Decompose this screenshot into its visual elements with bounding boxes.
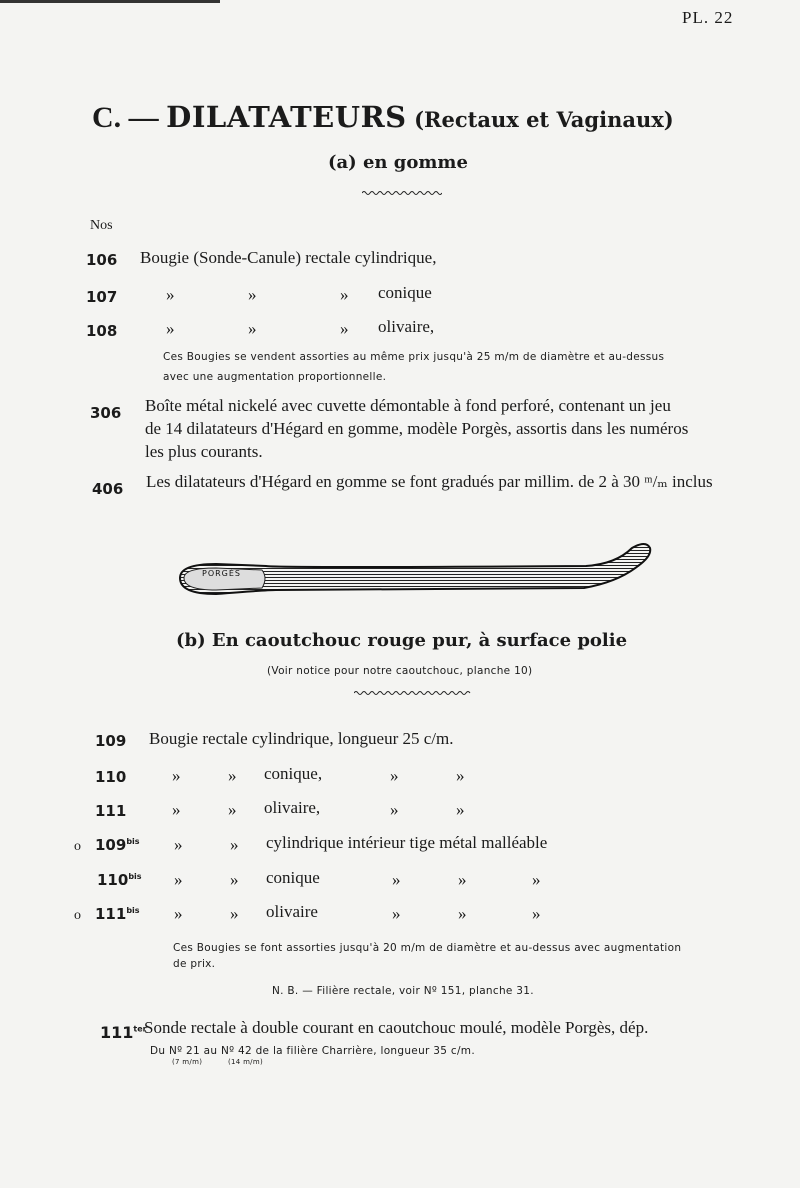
title-main: DILATATEURS bbox=[166, 100, 407, 134]
ditto-mark: » bbox=[230, 870, 239, 889]
numbers-label: Nos bbox=[90, 218, 113, 233]
item-text: Les dilatateurs d'Hégard en gomme se font gradués par millim. de 2 à 30 ᵐ/ₘ inclus bbox=[146, 472, 713, 491]
ditto-mark: » bbox=[166, 285, 175, 304]
page-title bbox=[92, 100, 674, 135]
dilator-illustration bbox=[176, 538, 652, 604]
section-b-subnote: (Voir notice pour notre caoutchouc, planche 10) bbox=[267, 665, 533, 677]
item-number: 406 bbox=[92, 480, 124, 498]
ditto-mark: » bbox=[174, 904, 183, 923]
item-text: olivaire bbox=[266, 902, 318, 921]
ditto-mark: » bbox=[174, 835, 183, 854]
item-text: Bougie (Sonde-Canule) rectale cylindrique, bbox=[140, 248, 437, 267]
item-text: olivaire, bbox=[264, 798, 321, 817]
note-line: Ces Bougies se vendent assorties au même prix jusqu'à 25 m/m de diamètre et au-dessus bbox=[163, 351, 665, 363]
item-text: cylindrique intérieur tige métal malléable bbox=[266, 833, 548, 852]
item-number: $110^{bis}$ bbox=[97, 871, 142, 889]
item-text: conique bbox=[378, 283, 432, 302]
item-number: $109^{bis}$ bbox=[95, 836, 140, 854]
availability-mark: o bbox=[74, 908, 81, 923]
ditto-mark: » bbox=[166, 319, 175, 338]
note-line: avec une augmentation proportionnelle. bbox=[163, 371, 387, 383]
note-line: Ces Bougies se font assorties jusqu'à 20 m/m de diamètre et au-dessus avec augmentation bbox=[173, 942, 682, 954]
ditto-mark: » bbox=[458, 904, 467, 923]
ditto-mark: » bbox=[390, 766, 399, 785]
nota-bene: N. B. — Filière rectale, voir Nº 151, planche 31. bbox=[272, 985, 534, 997]
availability-mark: o bbox=[74, 839, 81, 854]
item-text: Sonde rectale à double courant en caoutchouc moulé, modèle Porgès, dép. bbox=[144, 1018, 649, 1037]
item-number: 106 bbox=[86, 251, 118, 269]
item-subtext-size: (14 m/m) bbox=[228, 1058, 263, 1066]
item-text-line: les plus courants. bbox=[145, 442, 263, 461]
item-text: conique bbox=[266, 868, 320, 887]
item-text-line: Boîte métal nickelé avec cuvette démontable à fond perforé, contenant un jeu bbox=[145, 396, 671, 415]
ditto-mark: » bbox=[230, 835, 239, 854]
ditto-mark: » bbox=[456, 800, 465, 819]
item-text: Bougie rectale cylindrique, longueur 25 c/m. bbox=[149, 729, 454, 748]
ditto-mark: » bbox=[172, 800, 181, 819]
ditto-mark: » bbox=[172, 766, 181, 785]
ditto-mark: » bbox=[230, 904, 239, 923]
item-number: 107 bbox=[86, 288, 118, 306]
ditto-mark: » bbox=[340, 285, 349, 304]
top-rule bbox=[0, 0, 220, 3]
ditto-mark: » bbox=[248, 319, 257, 338]
item-number: $111^{ter}$ bbox=[100, 1023, 147, 1042]
item-number: $111^{bis}$ bbox=[95, 905, 140, 923]
item-number: 108 bbox=[86, 322, 118, 340]
title-prefix: C. — bbox=[92, 101, 159, 134]
ditto-mark: » bbox=[456, 766, 465, 785]
ditto-mark: » bbox=[390, 800, 399, 819]
item-number: 109 bbox=[95, 732, 127, 750]
ditto-mark: » bbox=[248, 285, 257, 304]
ditto-mark: » bbox=[392, 904, 401, 923]
item-text-line: de 14 dilatateurs d'Hégard en gomme, modèle Porgès, assortis dans les numéros bbox=[145, 419, 689, 438]
ditto-mark: » bbox=[532, 870, 541, 889]
item-number: 110 bbox=[95, 768, 127, 786]
section-a-heading: (a) en gomme bbox=[328, 152, 468, 173]
section-b-heading: (b) En caoutchouc rouge pur, à surface polie bbox=[176, 630, 628, 651]
illustration-label: PORGÈS bbox=[202, 569, 242, 578]
ditto-mark: » bbox=[174, 870, 183, 889]
item-number: 306 bbox=[90, 404, 122, 422]
wavy-divider bbox=[362, 190, 442, 196]
ditto-mark: » bbox=[228, 766, 237, 785]
ditto-mark: » bbox=[532, 904, 541, 923]
title-paren: (Rectaux et Vaginaux) bbox=[414, 107, 674, 132]
ditto-mark: » bbox=[458, 870, 467, 889]
wavy-divider bbox=[354, 690, 472, 696]
item-text: conique, bbox=[264, 764, 323, 783]
item-subtext-size: (7 m/m) bbox=[172, 1058, 203, 1066]
ditto-mark: » bbox=[340, 319, 349, 338]
item-number: 111 bbox=[95, 802, 127, 820]
note-line: de prix. bbox=[173, 958, 216, 970]
plate-number: PL. 22 bbox=[682, 8, 734, 27]
item-subtext: Du Nº 21 au Nº 42 de la filière Charrière, longueur 35 c/m. bbox=[150, 1045, 475, 1057]
ditto-mark: » bbox=[392, 870, 401, 889]
item-text: olivaire, bbox=[378, 317, 435, 336]
ditto-mark: » bbox=[228, 800, 237, 819]
